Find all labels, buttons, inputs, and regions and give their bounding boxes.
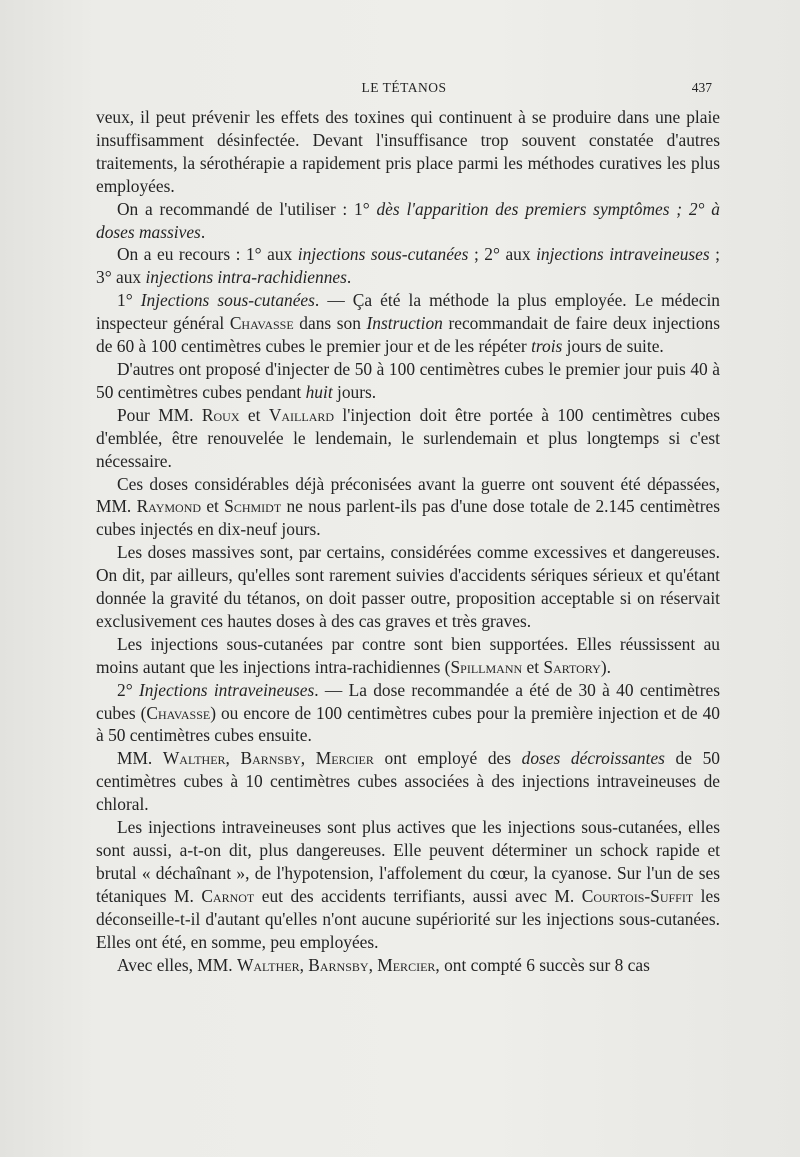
paragraph <box>96 679 720 748</box>
author-name: Roux <box>201 404 240 425</box>
text-run: . <box>346 267 352 288</box>
text-run: recommandait de faire deux injections de 60 à 100 centimètres cubes le premier jour et de les répéter <box>96 313 720 357</box>
text-run: Ces doses considérables déjà préconisées avant la guerre ont souvent été dépassées, MM. <box>96 473 720 517</box>
text-run: Les doses massives sont, par certains, considérées comme excessives et dangereuses. On dit, par ailleurs, qu'elles sont rarement suivies d'accidents sériques sérieux et qu'étant donnée la gravité du tétanos, on doit passer outre, proposition acceptable si on réservait exclusivement ces hautes doses à des cas graves et très graves. <box>96 542 720 631</box>
author-name: Schmidt <box>224 496 282 517</box>
paragraph <box>96 633 720 679</box>
italic-text: injections intra-rachidiennes <box>145 267 347 288</box>
text-run: eut des accidents terrifiants, aussi avec M. <box>254 885 582 906</box>
text-run: Pour MM. <box>117 404 202 425</box>
text-run: . — Ça été la méthode la plus employée. Le médecin inspecteur général <box>96 290 721 334</box>
text-run: . <box>200 221 206 242</box>
text-run: D'autres ont proposé d'injecter de 50 à 100 centimètres cubes le premier jour puis 40 à 50 centimètres cubes pendant <box>96 358 720 402</box>
running-head: LE TÉTANOS <box>361 80 447 95</box>
text-run: MM. <box>117 748 163 769</box>
text-run: dans son <box>293 313 367 334</box>
text-run: 2° <box>117 679 139 700</box>
text-run: les déconseille-t-il d'autant qu'elles n'ont aucune supériorité sur les injections sous-cutanées. Elles ont été, en somme, peu employées. <box>96 885 720 952</box>
author-name: Courtois-Suffit <box>581 885 694 906</box>
text-run: et <box>522 656 544 677</box>
text-run: ) ou encore de 100 centimètres cubes pour la première injection et de 40 à 50 centimètres cubes ensuite. <box>96 702 720 746</box>
paragraph <box>96 816 720 953</box>
text-run: , <box>299 954 309 975</box>
page-header <box>96 80 712 104</box>
author-name: Chavasse <box>146 702 211 723</box>
text-run: 1° <box>117 290 141 311</box>
text-run: , ont compté 6 succès sur 8 cas <box>435 954 650 975</box>
paragraph <box>96 289 720 358</box>
text-run: veux, il peut prévenir les effets des toxines qui continuent à se produire dans une plaie insuffisamment désinfectée. Devant l'insuffisance trop souvent constatée d'autres traitements, la sérothérapie a rapidement pris place parmi les méthodes curatives les plus employées. <box>96 107 720 196</box>
paragraph <box>96 954 720 977</box>
paragraph <box>96 473 720 542</box>
paragraph <box>96 541 720 633</box>
text-run: On a recommandé de l'utiliser : 1° <box>117 198 377 219</box>
text-run: , <box>225 748 241 769</box>
paragraph <box>96 404 720 473</box>
body-text <box>96 106 720 976</box>
italic-text: Injections sous-cutanées <box>140 290 315 311</box>
page-number: 437 <box>691 80 712 95</box>
text-run: et <box>239 404 269 425</box>
italic-text: trois <box>531 336 563 357</box>
paragraph <box>96 747 720 816</box>
paragraph <box>96 243 720 289</box>
text-run: Les injections sous-cutanées par contre sont bien supportées. Elles réussissent au moins autant que les injections intra-rachidiennes ( <box>96 633 720 677</box>
paragraph <box>96 358 720 404</box>
author-name: Barnsby <box>240 748 301 769</box>
text-run: ; 3° aux <box>96 244 721 288</box>
paragraph <box>96 198 720 244</box>
author-name: Walther <box>236 954 300 975</box>
text-run: ont employé des <box>373 748 522 769</box>
author-name: Chavasse <box>229 313 294 334</box>
text-run: . — La dose recommandée a été de 30 à 40 centimètres cubes ( <box>96 679 720 723</box>
text-run: , <box>368 954 378 975</box>
author-name: Mercier <box>315 748 374 769</box>
text-run: On a eu recours : 1° aux <box>117 244 298 265</box>
text-run: ne nous parlent-ils pas d'une dose totale de 2.145 centimètres cubes injectés en dix-neuf jours. <box>96 496 721 540</box>
text-run: l'injection doit être portée à 100 centimètres cubes d'emblée, être renouvelée le lendemain, le surlendemain et plus longtemps si c'est nécessaire. <box>96 404 720 471</box>
author-name: Carnot <box>201 885 255 906</box>
text-run: de 50 centimètres cubes à 10 centimètres cubes associées à des injections intraveineuses de chloral. <box>96 748 720 815</box>
italic-text: doses décroissantes <box>521 748 665 769</box>
italic-text: dès l'apparition des premiers symptômes ; 2° à doses massives <box>96 198 720 242</box>
author-name: Raymond <box>136 496 202 517</box>
paragraph <box>96 106 720 198</box>
italic-text: Injections intraveineuses <box>138 679 315 700</box>
author-name: Sartory <box>543 656 601 677</box>
italic-text: injections sous-cutanées <box>297 244 469 265</box>
author-name: Mercier <box>377 954 436 975</box>
text-run: jours de suite. <box>562 336 664 357</box>
author-name: Vaillard <box>268 404 335 425</box>
text-run: ). <box>600 656 611 677</box>
italic-text: huit <box>305 381 333 402</box>
text-run: Les injections intraveineuses sont plus actives que les injections sous-cutanées, elles sont aussi, a-t-on dit, plus dangereuses. Elle peuvent déterminer un schock rapide et brutal « déchaînant », de l'hypotension, l'affolement du cœur, la cyanose. Sur l'un de ses tétaniques M. <box>96 817 720 906</box>
text-run: , <box>300 748 316 769</box>
author-name: Spillmann <box>450 656 523 677</box>
text-run: et <box>201 496 225 517</box>
author-name: Walther <box>162 748 226 769</box>
author-name: Barnsby <box>308 954 369 975</box>
text-run: jours. <box>332 381 377 402</box>
italic-text: Instruction <box>366 313 443 334</box>
text-run: ; 2° aux <box>468 244 537 265</box>
italic-text: injections intraveineuses <box>536 244 710 265</box>
text-run: Avec elles, MM. <box>117 954 237 975</box>
